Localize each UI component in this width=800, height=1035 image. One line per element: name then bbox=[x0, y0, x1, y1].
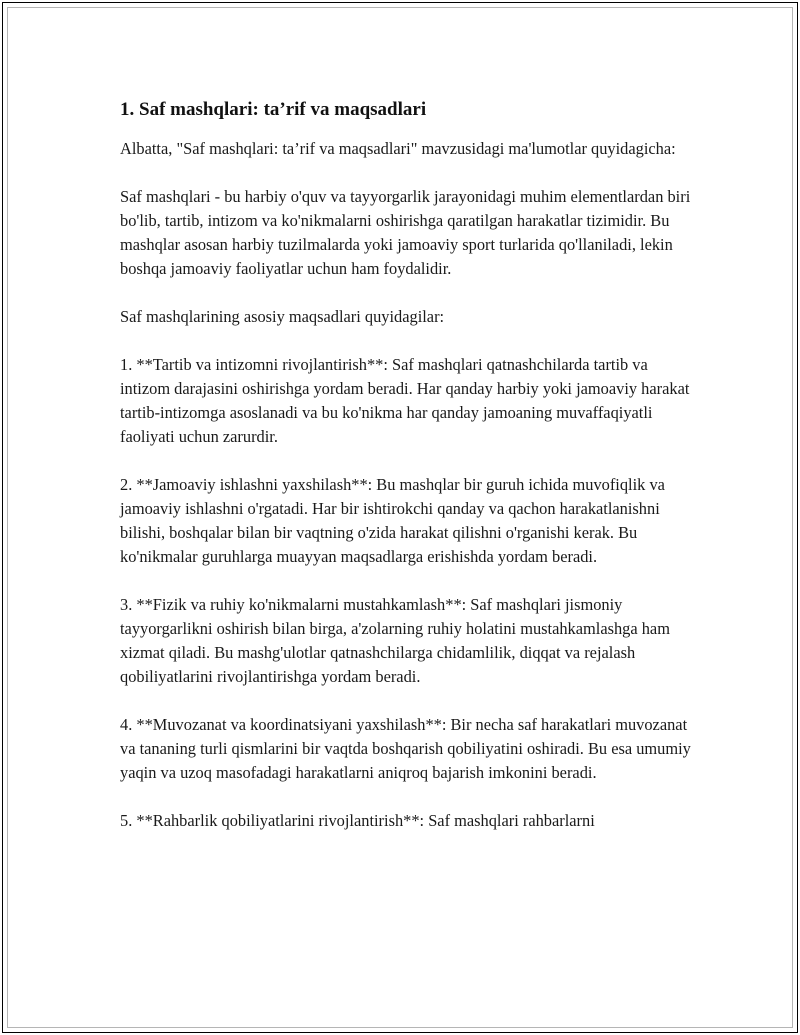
goal-item-4: 4. **Muvozanat va koordinatsiyani yaxshilash**: Bir necha saf harakatlari muvozanat va tananing turli qismlarini bir vaqtda boshqarish qobiliyatini oshiradi. Bu esa umumiy yaqin va uzoq masofadagi harakatlarni aniqroq bajarish imkonini beradi. bbox=[120, 715, 691, 782]
definition-paragraph: Saf mashqlari - bu harbiy o'quv va tayyorgarlik jarayonidagi muhim elementlardan biri bo'lib, tartib, intizom va ko'nikmalarni oshirishga qaratilgan harakatlar tizimidir. Bu mashqlar asosan harbiy tuzilmalarda yoki jamoaviy sport turlarida qo'llaniladi, lekin boshqa jamoaviy faoliyatlar uchun ham foydalidir. bbox=[120, 187, 691, 278]
document-body bbox=[120, 97, 700, 857]
goal-item-2: 2. **Jamoaviy ishlashni yaxshilash**: Bu mashqlar bir guruh ichida muvofiqlik va jamoaviy ishlashni o'rgatadi. Har bir ishtirokchi qanday va qachon harakatlanishni bilishi, boshqalar bilan bir vaqtning o'zida harakat qilishni o'rganishi kerak. Bu ko'nikmalar guruhlarga muayyan maqsadlarga erishishda yordam beradi. bbox=[120, 475, 665, 566]
document-page bbox=[2, 2, 798, 1033]
goals-intro-paragraph: Saf mashqlarining asosiy maqsadlari quyidagilar: bbox=[120, 307, 445, 326]
goal-item-3: 3. **Fizik va ruhiy ko'nikmalarni mustahkamlash**: Saf mashqlari jismoniy tayyorgarlikni oshirish bilan birga, a'zolarning ruhiy holatini mustahkamlashga ham xizmat qiladi. Bu mashg'ulotlar qatnashchilarga chidamlilik, diqqat va rejalash qobiliyatlarini rivojlantirishga yordam beradi. bbox=[120, 595, 670, 686]
section-heading: 1. Saf mashqlari: ta’rif va maqsadlari bbox=[120, 99, 427, 120]
goal-item-1: 1. **Tartib va intizomni rivojlantirish**: Saf mashqlari qatnashchilarda tartib va intizom darajasini oshirishga yordam beradi. Har qanday harbiy yoki jamoaviy harakat tartib-intizomga asoslanadi va bu ko'nikma har qanday jamoaning muvaffaqiyatli faoliyati uchun zarurdir. bbox=[120, 355, 690, 446]
goal-item-5: 5. **Rahbarlik qobiliyatlarini rivojlantirish**: Saf mashqlari rahbarlarni bbox=[120, 811, 595, 830]
intro-paragraph: Albatta, "Saf mashqlari: ta’rif va maqsadlari" mavzusidagi ma'lumotlar quyidagicha: bbox=[120, 139, 676, 158]
